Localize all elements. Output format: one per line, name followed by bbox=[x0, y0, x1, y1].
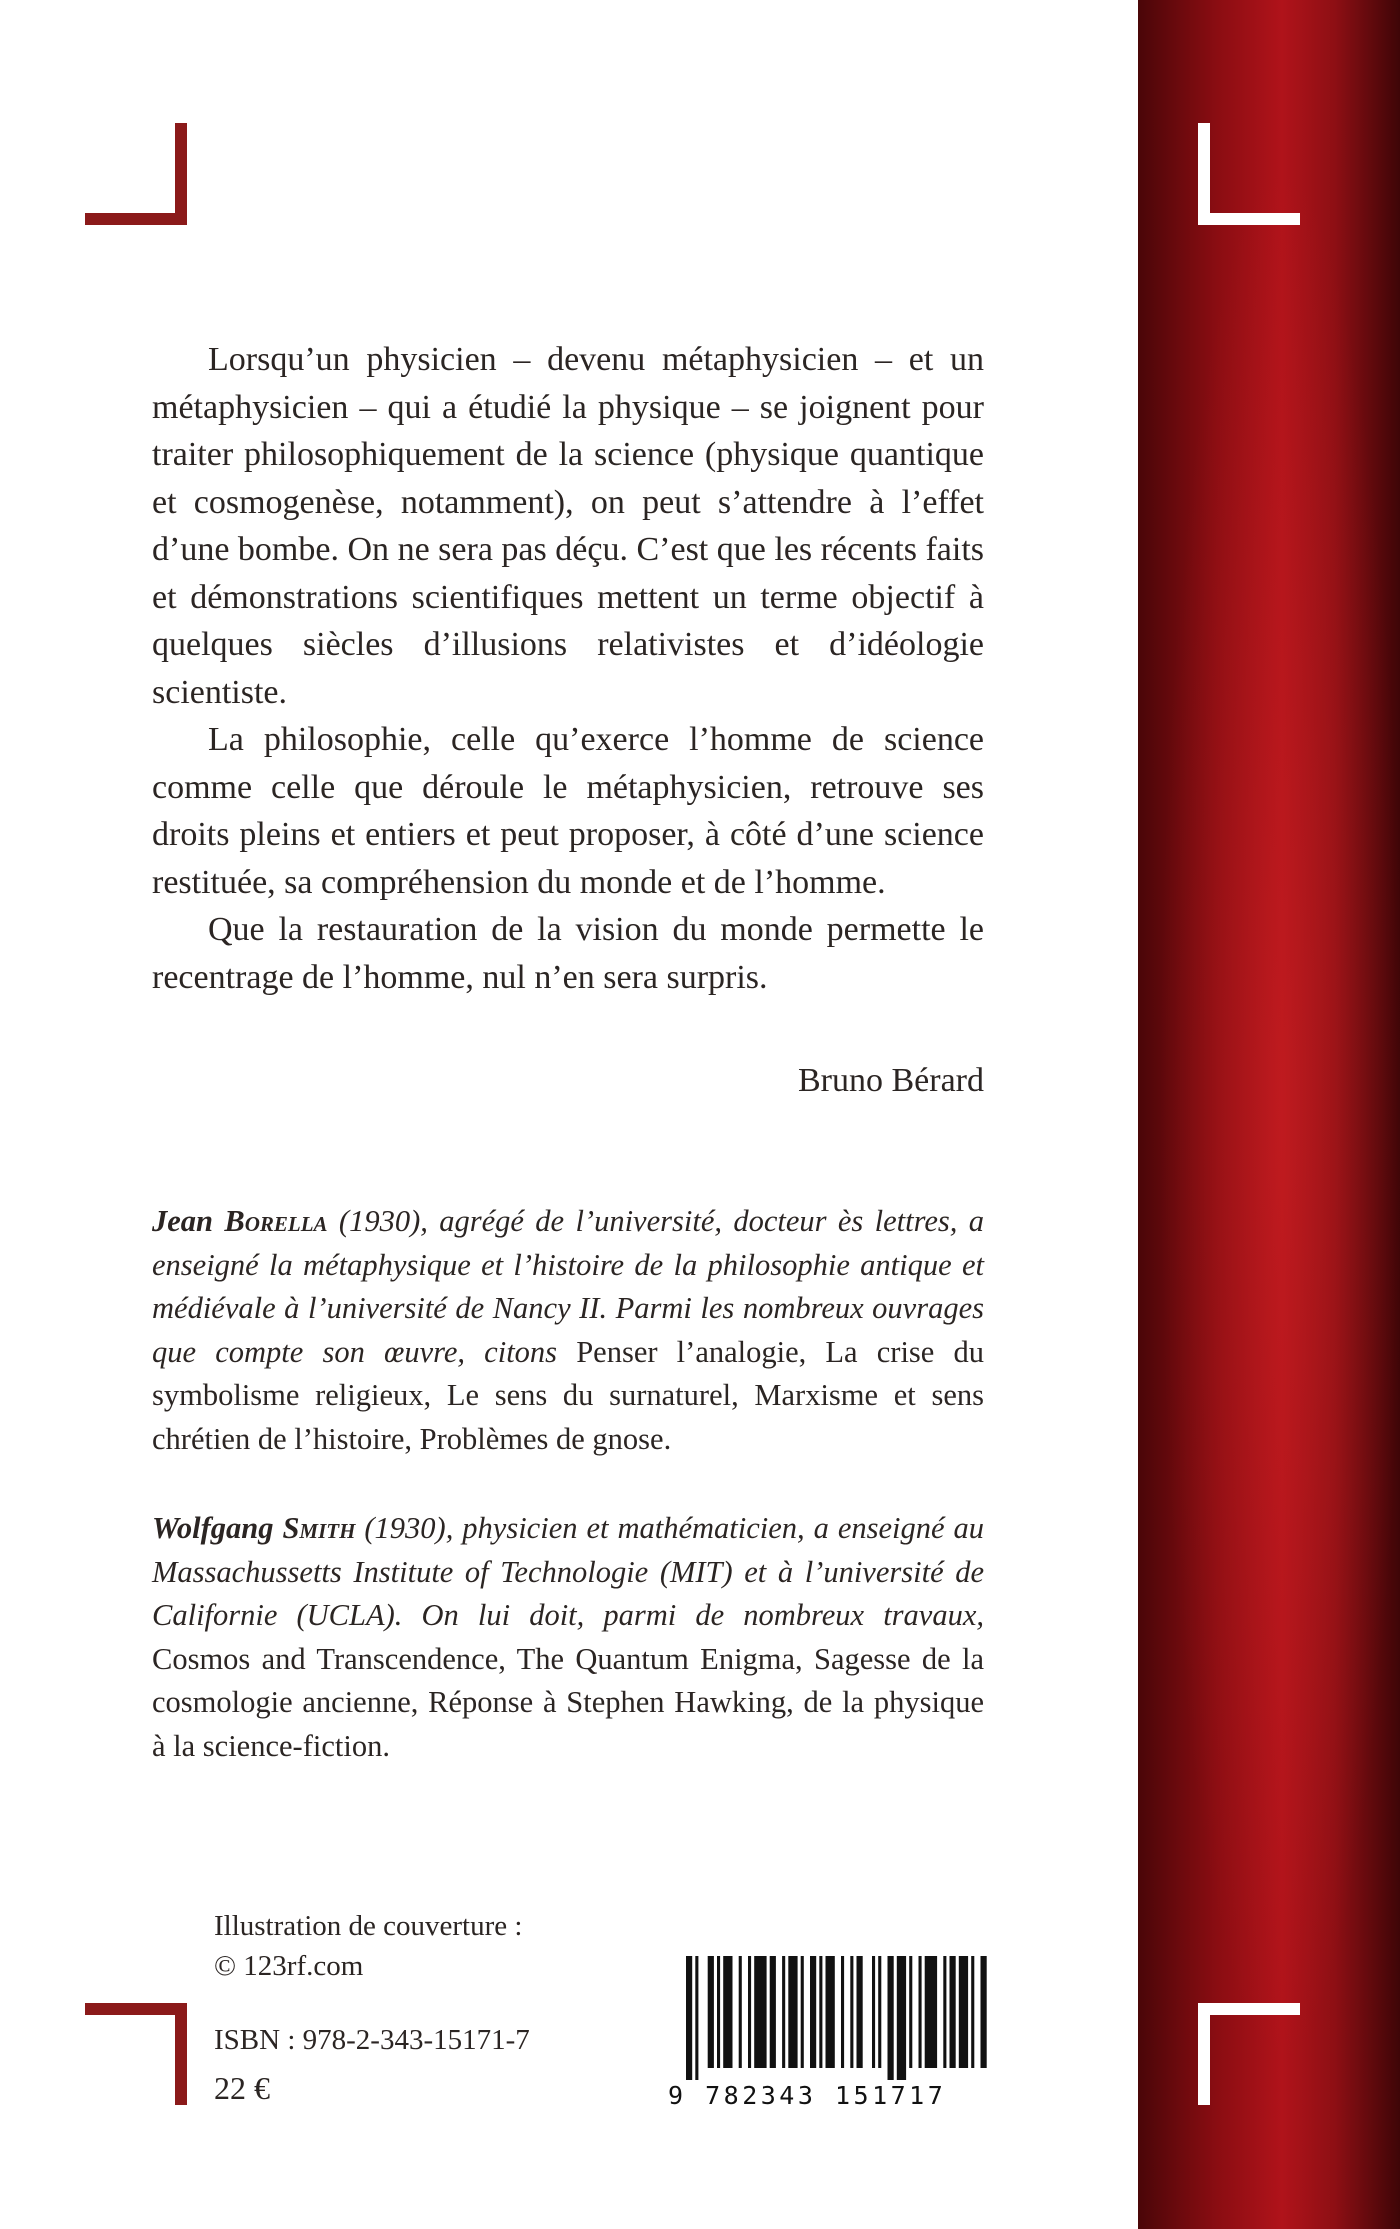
barcode-bar bbox=[857, 1956, 863, 2068]
author-bio-text: (1930), physicien et mathématicien, a enseigné au Massachussetts Institute of Technologie (MIT) et à l’université de Californie (UCLA). On lui doit, parmi de nombreux travaux, bbox=[152, 1511, 984, 1632]
blurb-signature: Bruno Bérard bbox=[797, 1062, 984, 1099]
cover-credit bbox=[214, 1906, 522, 1986]
author-first-name: Jean bbox=[152, 1204, 213, 1238]
barcode-bar bbox=[754, 1956, 766, 2068]
author-works: Cosmos and Transcendence, The Quantum Enigma, Sagesse de la cosmologie ancienne, Réponse à Stephen Hawking, de la physique à la science-fiction. bbox=[152, 1641, 984, 1763]
barcode-bar bbox=[959, 1956, 968, 2068]
barcode-bar bbox=[686, 1956, 692, 2080]
barcode-bar bbox=[826, 1956, 835, 2068]
barcode-bar bbox=[872, 1956, 875, 2068]
barcode-bar bbox=[971, 1956, 974, 2068]
corner-bracket-top-right bbox=[1198, 123, 1300, 225]
barcode-bar bbox=[788, 1956, 797, 2068]
blurb-paragraph: Lorsqu’un physicien – devenu métaphysicien – et un métaphysicien – qui a étudié la physique – se joignent pour traiter philosophiquement de la science (physique quantique et cosmogenèse, notamment), on peut s’attendre à l’effet d’une bombe. On ne sera pas déçu. C’est que les récents faits et démonstrations scientifiques mettent un terme objectif à quelques siècles d’illusions relativistes et d’idéologie scientiste. bbox=[152, 341, 984, 711]
corner-bracket-bottom-right bbox=[1198, 2003, 1300, 2105]
cover-credit-source: © 123rf.com bbox=[214, 1950, 364, 1982]
blurb-paragraph: La philosophie, celle qu’exerce l’homme de science comme celle que déroule le métaphysicien, retrouve ses droits pleins et entiers et peut proposer, à côté d’une science restituée, sa compréhension du monde et de l’homme. bbox=[152, 721, 984, 901]
barcode-bar bbox=[925, 1956, 937, 2068]
barcode-bar bbox=[801, 1956, 804, 2068]
barcode-bar bbox=[850, 1956, 853, 2068]
blurb-paragraph: Que la restauration de la vision du monde permette le recentrage de l’homme, nul n’en sera surpris. bbox=[152, 911, 984, 996]
cover-credit-label: Illustration de couverture : bbox=[214, 1910, 523, 1942]
barcode-bar bbox=[723, 1956, 732, 2068]
corner-bracket-bottom-left bbox=[85, 2003, 187, 2105]
corner-bracket-top-left bbox=[85, 123, 187, 225]
isbn: ISBN : 978-2-343-15171-7 bbox=[214, 2024, 530, 2056]
barcode-bar bbox=[943, 1956, 946, 2068]
cover-spine bbox=[1138, 0, 1400, 2229]
barcode-bar bbox=[770, 1956, 776, 2068]
barcode-bar bbox=[708, 1956, 714, 2068]
author-first-name: Wolfgang bbox=[152, 1511, 274, 1545]
author-bio-borella bbox=[152, 1200, 984, 1461]
blurb bbox=[152, 336, 984, 1001]
author-last-name: Borella bbox=[224, 1204, 328, 1238]
barcode-bars bbox=[666, 1956, 996, 2080]
barcode-bar bbox=[950, 1956, 956, 2068]
barcode-digits: 9 782343 151717 bbox=[668, 2081, 947, 2110]
author-works: Penser l’analogie, La crise du symbolisme religieux, Le sens du surnaturel, Marxisme et sens chrétien de l’histoire, Problèmes de gnose. bbox=[152, 1334, 984, 1456]
price: 22 € bbox=[214, 2070, 270, 2106]
barcode-bar bbox=[748, 1956, 751, 2068]
barcode-bar bbox=[695, 1956, 698, 2080]
barcode-bar bbox=[878, 1956, 881, 2068]
author-last-name: Smith bbox=[282, 1511, 356, 1545]
barcode-bar bbox=[739, 1956, 742, 2068]
author-bio-text: (1930), agrégé de l’université, docteur ès lettres, a enseigné la métaphysique et l’histoire de la philosophie antique et médiévale à l’université de Nancy II. Parmi les nombreux ouvrages que compte son œuvre, citons bbox=[152, 1204, 984, 1369]
barcode-bar bbox=[888, 1956, 894, 2080]
barcode-bar bbox=[897, 1956, 906, 2080]
barcode-bar bbox=[819, 1956, 822, 2068]
barcode-bar bbox=[919, 1956, 922, 2068]
author-bio-smith bbox=[152, 1507, 984, 1768]
barcode-bar bbox=[717, 1956, 720, 2068]
barcode-bar bbox=[909, 1956, 912, 2068]
barcode-bar bbox=[810, 1956, 816, 2068]
barcode-bar bbox=[841, 1956, 844, 2068]
barcode-bar bbox=[981, 1956, 987, 2068]
barcode-bar bbox=[782, 1956, 785, 2068]
